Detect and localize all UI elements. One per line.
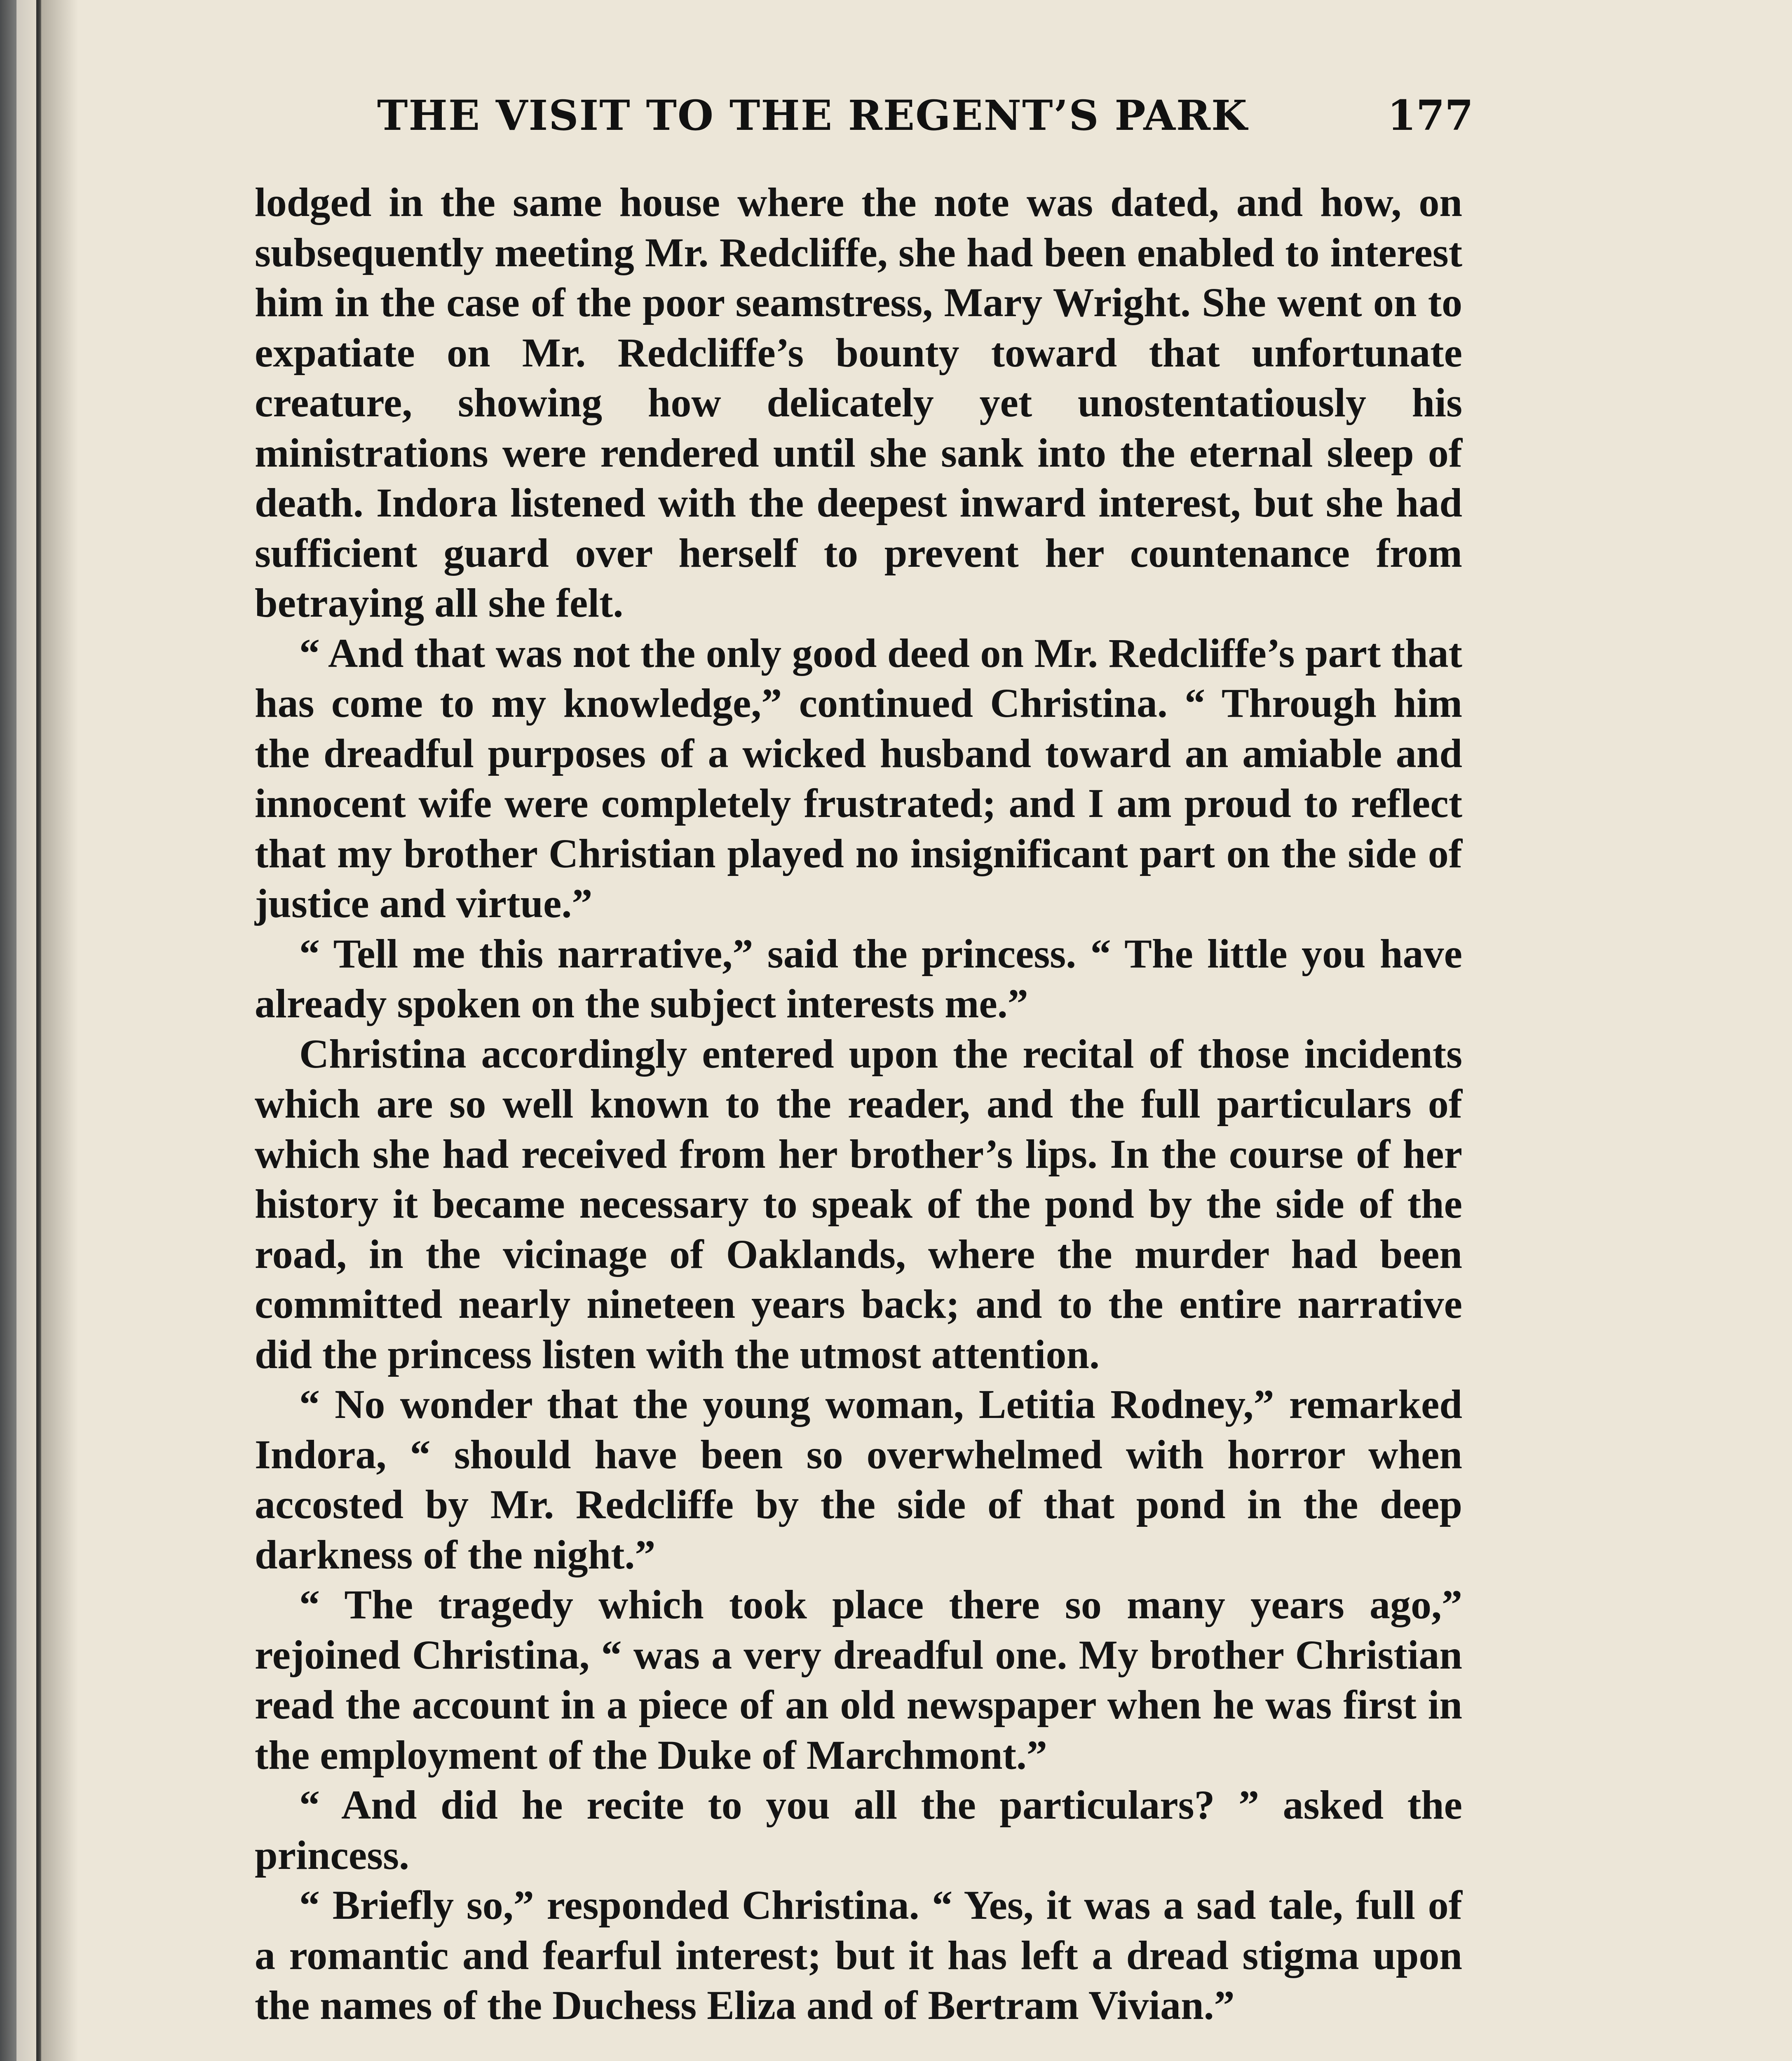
book-spine-edge: [0, 0, 16, 2061]
paragraph: “ And did he recite to you all the particulars? ” asked the princess.: [255, 1782, 1462, 1878]
page-number: 177: [1387, 91, 1473, 140]
paragraph: Christina accordingly entered upon the recital of those incidents which are so well known to the reader, and the full particulars of which she had received from her brother’s lips. In the course of her history it became necessary to speak of the pond by the side of the road, in the vicinage of Oaklands, where the murder had been committed nearly nineteen years back; and to the entire narrative did the princess listen with the utmost attention.: [255, 1030, 1462, 1377]
paragraph: “ Tell me this narrative,” said the princess. “ The little you have already spoken on the subject interests me.”: [255, 930, 1462, 1026]
paragraph: “ Briefly so,” responded Christina. “ Yes, it was a sad tale, full of a romantic and fearful interest; but it has left a dread stigma upon the names of the Duchess Eliza and of Bertram Vivian.”: [255, 1882, 1462, 2028]
body-text: [255, 177, 1462, 2030]
running-title: THE VISIT TO THE REGENT’S PARK: [377, 91, 1248, 140]
paragraph: “ The tragedy which took place there so many years ago,” rejoined Christina, “ was a very dreadful one. My brother Christian read the account in a piece of an old newspaper when he was first in the employment of the Duke of Marchmont.”: [255, 1582, 1462, 1778]
paragraph: “ And that was not the only good deed on Mr. Redcliffe’s part that has come to my knowledge,” continued Christina. “ Through him the dreadful purposes of a wicked husband toward an amiable and innocent wife were completely frustrated; and I am proud to reflect that my brother Christian played no insignificant part on the side of justice and virtue.”: [255, 630, 1462, 926]
gutter-binding-line: [36, 0, 41, 2061]
running-header: [377, 85, 1473, 146]
page-edge-strip: [16, 0, 36, 2061]
gutter-shadow: [41, 0, 78, 2061]
paragraph: “ No wonder that the young woman, Letitia Rodney,” remarked Indora, “ should have been so overwhelmed with horror when accosted by Mr. Redcliffe by the side of that pond in the deep darkness of the night.”: [255, 1381, 1462, 1577]
paragraph: lodged in the same house where the note was dated, and how, on subsequently meeting Mr. Redcliffe, she had been enabled to interest him in the case of the poor seamstress, Mary Wright. She went on to expatiate on Mr. Redcliffe’s bounty toward that unfortunate creature, showing how delicately yet unostentatiously his ministrations were rendered until she sank into the eternal sleep of death. Indora listened with the deepest inward interest, but she had sufficient guard over herself to prevent her countenance from betraying all she felt.: [255, 179, 1462, 626]
